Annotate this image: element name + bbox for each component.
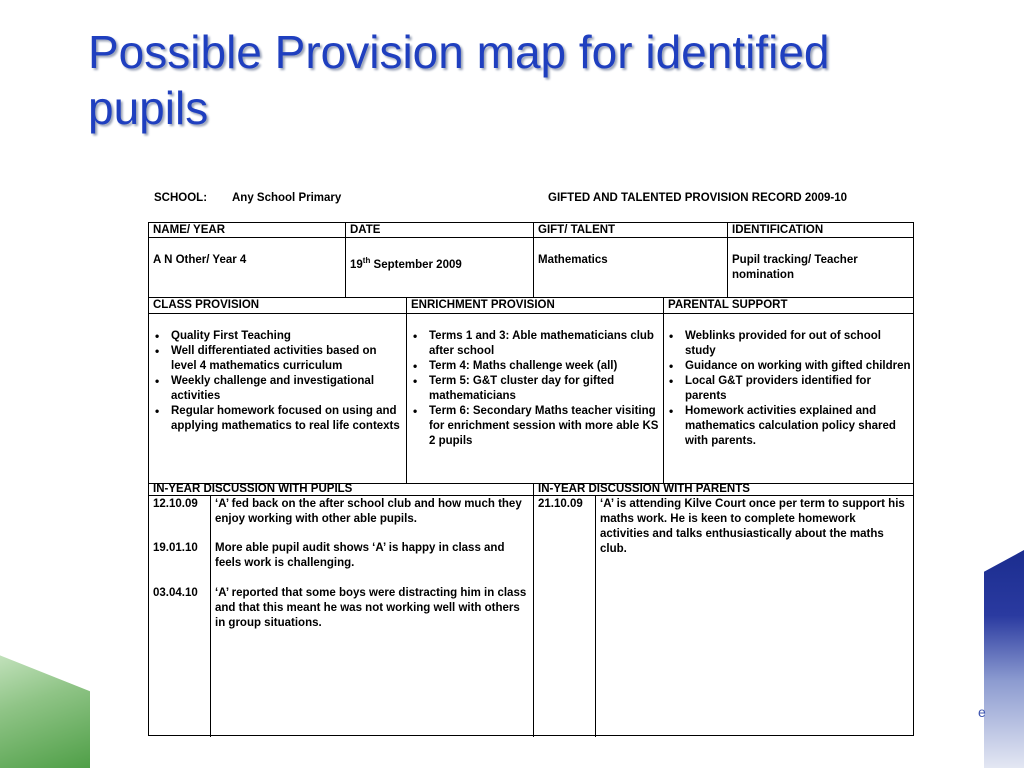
pupil-discussion-date: 03.04.10 (153, 587, 198, 599)
table-rule (663, 297, 664, 484)
table-rule (345, 223, 346, 298)
provision-table (148, 222, 914, 736)
date-month-year: September 2009 (370, 258, 462, 271)
table-rule (210, 495, 211, 737)
school-label: SCHOOL: (154, 192, 208, 204)
list-item: • Term 6: Secondary Maths teacher visiting for enrichment session with more able KS 2 pupils (409, 404, 661, 449)
table-rule (149, 237, 913, 238)
list-item: • Term 5: G&T cluster day for gifted mathematicians (409, 374, 661, 404)
date-suffix: th (362, 256, 371, 265)
header-name-year: NAME/ YEAR (153, 224, 225, 236)
record-date (350, 253, 530, 273)
list-item: • Quality First Teaching (151, 329, 401, 344)
table-rule (727, 223, 728, 298)
header-pupil-discussion: IN-YEAR DISCUSSION WITH PUPILS (153, 483, 353, 495)
header-identification: IDENTIFICATION (732, 224, 824, 236)
table-rule (149, 297, 913, 298)
table-rule (406, 297, 407, 484)
corner-logo-fragment: e (978, 704, 986, 720)
school-name: Any School Primary (232, 192, 342, 204)
pupil-discussion-date: 19.01.10 (153, 542, 198, 554)
list-item: • Weekly challenge and investigational activities (151, 374, 401, 404)
pupil-identification: Pupil tracking/ Teacher nomination (732, 254, 858, 281)
list-item: • Homework activities explained and mathematics calculation policy shared with parents. (665, 404, 911, 449)
provision-record-document (148, 186, 916, 738)
pupil-discussion-date: 12.10.09 (153, 498, 198, 510)
header-parent-discussion: IN-YEAR DISCUSSION WITH PARENTS (538, 483, 750, 495)
list-item: • Guidance on working with gifted children (665, 359, 911, 374)
pupil-discussion-text: ‘A’ fed back on the after school club and how much they enjoy working with other able pupils. (215, 498, 522, 525)
pupil-name-year: A N Other/ Year 4 (153, 254, 247, 266)
list-item: • Regular homework focused on using and applying mathematics to real life contexts (151, 404, 401, 434)
pupil-discussion-text: ‘A’ reported that some boys were distracting him in class and that this meant he was not working well with others in group situations. (215, 587, 527, 629)
table-rule (533, 223, 534, 298)
parent-discussion-date: 21.10.09 (538, 498, 583, 510)
table-rule (149, 313, 913, 314)
slide-title-line-2: pupils (88, 82, 209, 134)
header-class-provision: CLASS PROVISION (153, 299, 260, 311)
slide-title-line-1: Possible Provision map for identified (88, 26, 830, 78)
parent-discussion-text: ‘A’ is attending Kilve Court once per term to support his maths work. He is keen to complete homework activities and talks enthusiastically about the maths club. (600, 498, 905, 555)
pupil-discussion-text: More able pupil audit shows ‘A’ is happy in class and feels work is challenging. (215, 542, 505, 569)
header-gift-talent: GIFT/ TALENT (538, 224, 616, 236)
header-enrichment-provision: ENRICHMENT PROVISION (411, 299, 555, 311)
record-header (154, 192, 914, 210)
list-item: • Local G&T providers identified for parents (665, 374, 911, 404)
pupil-gift-talent: Mathematics (538, 254, 608, 266)
record-title: GIFTED AND TALENTED PROVISION RECORD 2009-10 (548, 192, 848, 204)
table-rule (533, 483, 534, 737)
class-provision-list (151, 329, 401, 434)
date-day: 19 (350, 258, 363, 271)
list-item: • Well differentiated activities based on level 4 mathematics curriculum (151, 344, 401, 374)
parental-support-list (665, 329, 911, 449)
decorative-swoosh-green (0, 640, 90, 768)
list-item: • Terms 1 and 3: Able mathematicians club after school (409, 329, 661, 359)
list-item: • Term 4: Maths challenge week (all) (409, 359, 661, 374)
decorative-swoosh-blue (984, 550, 1024, 768)
header-date: DATE (350, 224, 381, 236)
enrichment-provision-list (409, 329, 661, 449)
table-rule (595, 495, 596, 737)
list-item: • Weblinks provided for out of school study (665, 329, 911, 359)
slide-title (88, 24, 988, 136)
header-parental-support: PARENTAL SUPPORT (668, 299, 788, 311)
